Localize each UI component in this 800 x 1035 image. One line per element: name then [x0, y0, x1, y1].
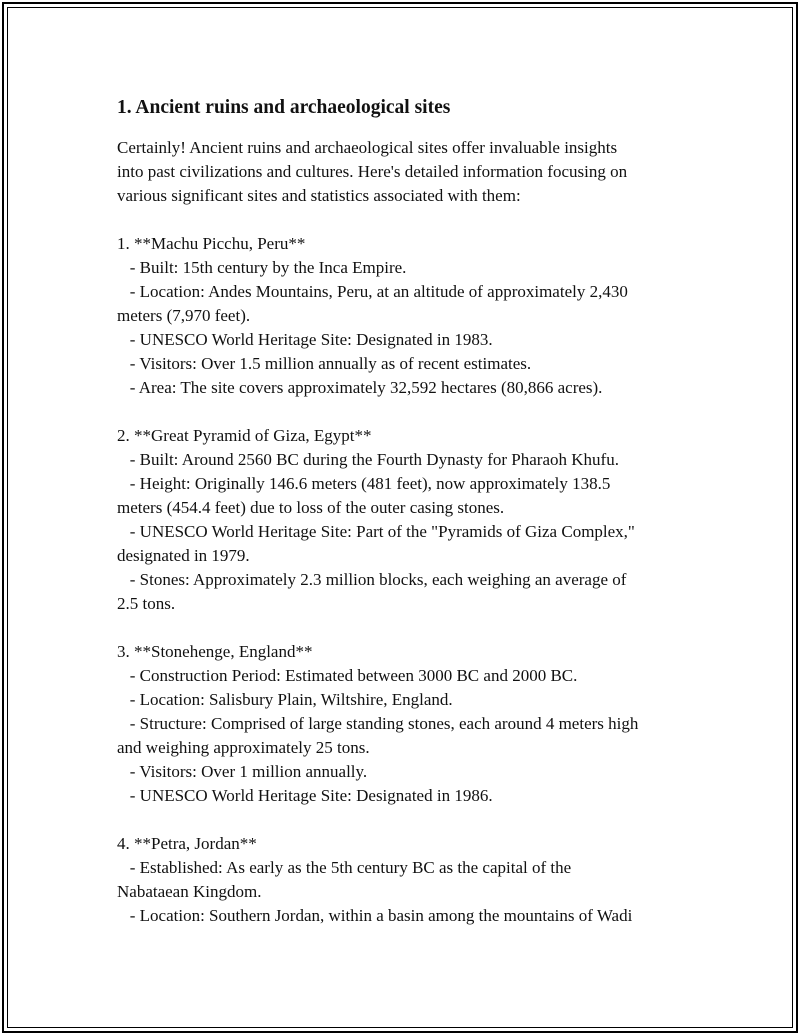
section-petra: 4. **Petra, Jordan** - Established: As early as the 5th century BC as the capital of the Nabataean Kingdom. - Location: Southern Jordan, within a basin among the mountains of Wadi	[117, 834, 633, 925]
intro-paragraph: Certainly! Ancient ruins and archaeological sites offer invaluable insights into past civilizations and cultures. Here's detailed information focusing on various significant sites and statistics associated with them:	[117, 138, 628, 205]
document-title: 1. Ancient ruins and archaeological sites	[117, 97, 451, 118]
section-machu-picchu: 1. **Machu Picchu, Peru** - Built: 15th century by the Inca Empire. - Location: Andes Mountains, Peru, at an altitude of approximately 2,430 meters (7,970 feet). - UNESCO World Heritage Site: Designated in 1983. - Visitors: Over 1.5 million annually as of recent estimates. - Area: The site covers approximately 32,592 hectares (80,866 acres).	[117, 234, 628, 397]
section-stonehenge: 3. **Stonehenge, England** - Construction Period: Estimated between 3000 BC and 2000 BC. - Location: Salisbury Plain, Wiltshire, England. - Structure: Comprised of large standing stones, each around 4 meters high and weighing approximately 25 tons. - Visitors: Over 1 million annually. - UNESCO World Heritage Site: Designated in 1986.	[117, 642, 639, 805]
section-great-pyramid: 2. **Great Pyramid of Giza, Egypt** - Built: Around 2560 BC during the Fourth Dynasty for Pharaoh Khufu. - Height: Originally 146.6 meters (481 feet), now approximately 138.5 meters (454.4 feet) due to loss of the outer casing stones. - UNESCO World Heritage Site: Part of the "Pyramids of Giza Complex," designated in 1979. - Stones: Approximately 2.3 million blocks, each weighing an average of 2.5 tons.	[117, 426, 635, 613]
document-body	[117, 96, 692, 928]
